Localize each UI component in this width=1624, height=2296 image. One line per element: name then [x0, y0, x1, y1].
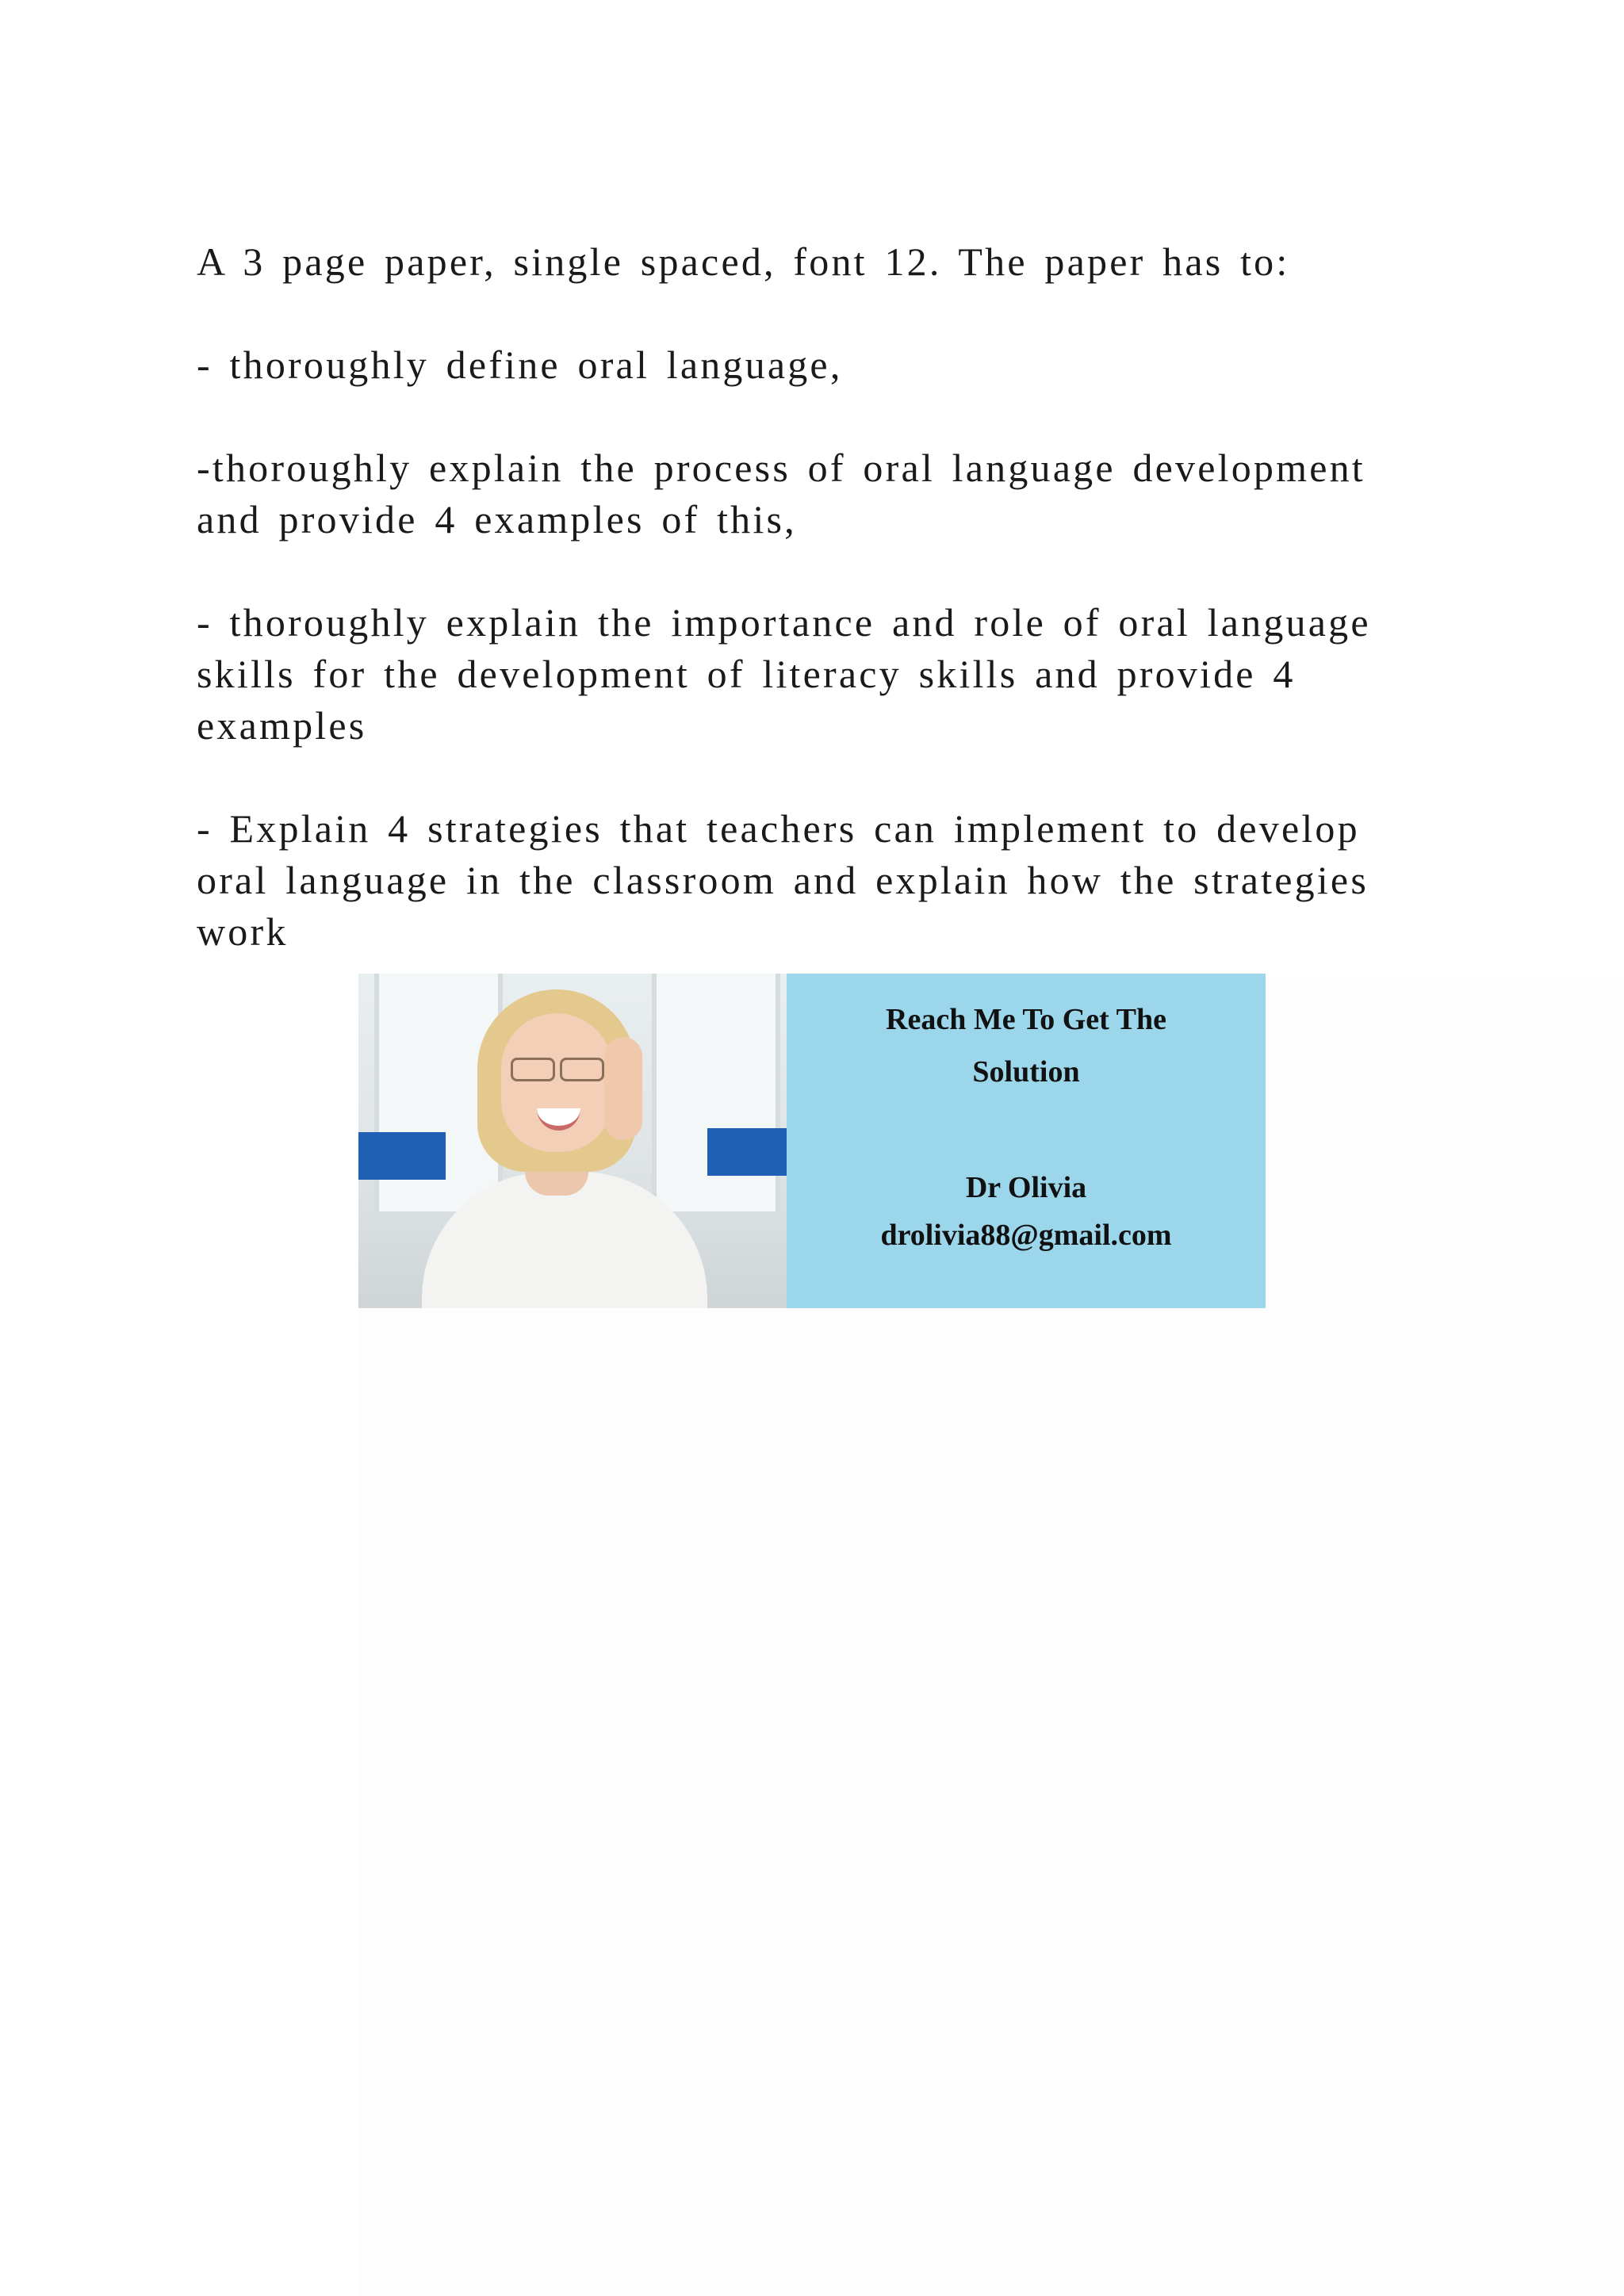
intro-paragraph: A 3 page paper, single spaced, font 12. The paper has to: [197, 239, 1290, 284]
requirement-importance: - thoroughly explain the importance and role of oral language skills for the development of literacy skills and provide 4 examples [197, 600, 1371, 748]
requirement-strategies: - Explain 4 strategies that teachers can implement to develop oral language in the classroom and explain how the strategies work [197, 806, 1369, 954]
requirement-define: - thoroughly define oral language, [197, 342, 843, 387]
window-pane [652, 974, 780, 1211]
hand [604, 1037, 642, 1140]
contact-info-panel [787, 974, 1266, 1308]
face [501, 1013, 612, 1152]
image-shadow-panel-right [1266, 977, 1624, 1310]
glasses-icon [511, 1058, 604, 1078]
image-shadow-panel [358, 1307, 1624, 2296]
requirement-process: -thoroughly explain the process of oral language development and provide 4 examples of this, [197, 446, 1365, 541]
assignment-text [197, 236, 1434, 958]
banner-heading-line2: Solution [972, 1055, 1080, 1089]
contact-banner [358, 974, 1266, 1308]
banner-heading-line1: Reach Me To Get The [886, 1003, 1166, 1036]
contact-name: Dr Olivia [965, 1171, 1087, 1204]
contact-email[interactable]: drolivia88@gmail.com [880, 1219, 1172, 1252]
blue-chair [707, 1128, 787, 1176]
woman-photo [358, 974, 787, 1308]
blue-chair [358, 1132, 446, 1180]
